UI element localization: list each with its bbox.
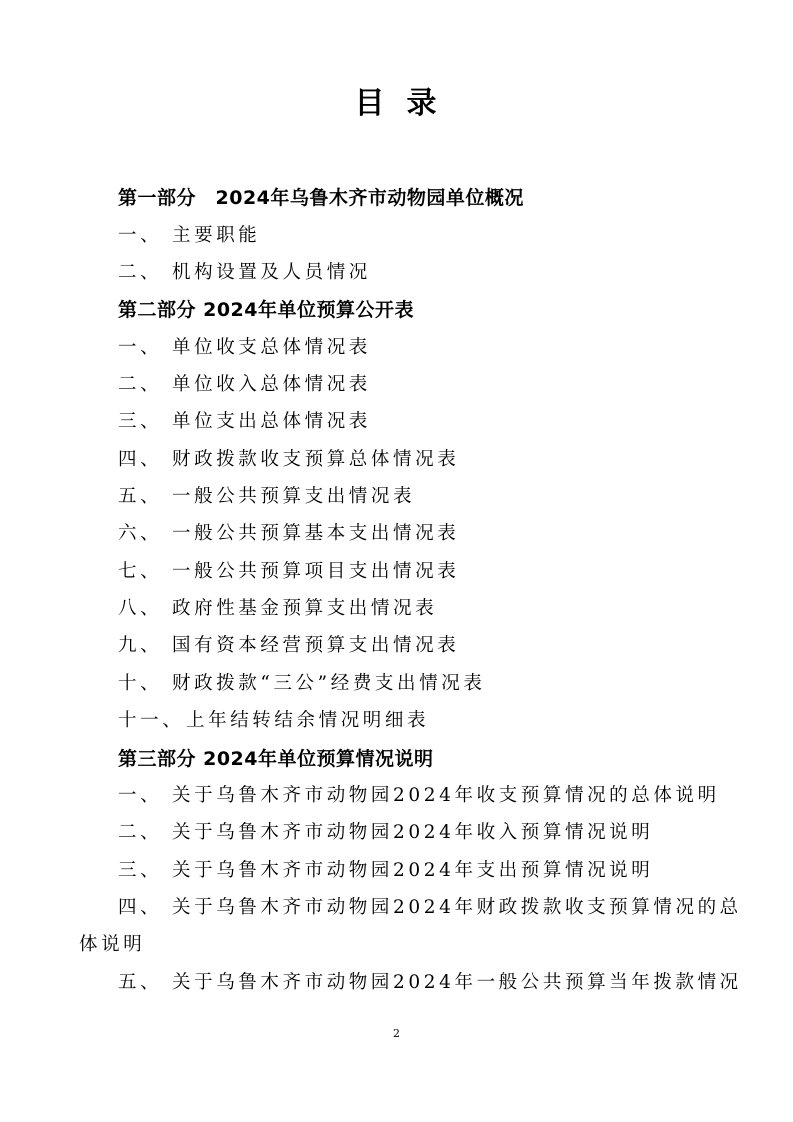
toc-item [118, 483, 415, 511]
page-number: 2 [393, 1027, 400, 1040]
toc-item [118, 222, 260, 250]
part-2-heading: 第二部分 2024年单位预算公开表 [118, 299, 414, 321]
toc-item-number: 四、 [118, 449, 163, 470]
toc-item-number: 六、 [118, 523, 163, 544]
toc-item [118, 707, 429, 735]
toc-item-text: 财政拨款收支预算总体情况表 [172, 449, 460, 470]
toc-item-number: 十、 [118, 673, 163, 694]
toc-item-text: 主要职能 [172, 225, 261, 246]
toc-item-text: 上年结转结余情况明细表 [186, 710, 430, 731]
toc-item-number: 八、 [118, 598, 163, 619]
toc-item [118, 558, 459, 586]
toc-item-continuation: 体说明 [79, 934, 146, 955]
toc-item [118, 595, 437, 623]
toc-item-number: 四、 [118, 897, 163, 918]
toc-item-number: 一、 [118, 337, 163, 358]
toc-item-number: 三、 [118, 860, 163, 881]
toc-item-text: 关于乌鲁木齐市动物园2024年支出预算情况说明 [172, 860, 654, 881]
toc-item-text: 关于乌鲁木齐市动物园2024年财政拨款收支预算情况的总 [172, 897, 742, 918]
toc-item [118, 632, 459, 660]
toc-item-number: 十一、 [118, 710, 185, 731]
toc-item-text: 一般公共预算基本支出情况表 [172, 523, 460, 544]
toc-item-number: 二、 [118, 262, 163, 283]
toc-item-number: 二、 [118, 822, 163, 843]
toc-item-text: 一般公共预算支出情况表 [172, 486, 416, 507]
toc-item-text: 一般公共预算项目支出情况表 [172, 561, 460, 582]
toc-item-text: 机构设置及人员情况 [172, 262, 371, 283]
toc-item [118, 371, 371, 399]
toc-item-number: 二、 [118, 374, 163, 395]
toc-item [118, 334, 371, 362]
toc-item [118, 782, 720, 810]
toc-item-text: 财政拨款“三公”经费支出情况表 [172, 673, 486, 694]
toc-item-text: 关于乌鲁木齐市动物园2024年收入预算情况说明 [172, 822, 654, 843]
toc-item [118, 408, 371, 436]
toc-item-text: 单位收支总体情况表 [172, 337, 371, 358]
toc-item [118, 670, 485, 698]
toc-item [118, 819, 653, 847]
toc-item-text: 国有资本经营预算支出情况表 [172, 635, 460, 656]
toc-item [118, 894, 742, 922]
toc-item [118, 857, 653, 885]
toc-item-text: 单位支出总体情况表 [172, 411, 371, 432]
toc-item-number: 一、 [118, 225, 163, 246]
part-1-heading: 第一部分 2024年乌鲁木齐市动物园单位概况 [118, 187, 524, 209]
toc-item-text: 关于乌鲁木齐市动物园2024年一般公共预算当年拨款情况 [172, 972, 742, 993]
toc-item [118, 446, 459, 474]
toc-item-number: 一、 [118, 785, 163, 806]
toc-item-text: 单位收入总体情况表 [172, 374, 371, 395]
toc-item-text: 关于乌鲁木齐市动物园2024年收支预算情况的总体说明 [172, 785, 720, 806]
toc-title: 目录 [354, 86, 459, 121]
toc-item [118, 969, 742, 997]
toc-item-number: 七、 [118, 561, 163, 582]
toc-item-number: 九、 [118, 635, 163, 656]
toc-item-number: 五、 [118, 486, 163, 507]
part-3-heading: 第三部分 2024年单位预算情况说明 [118, 748, 434, 770]
toc-item [118, 259, 371, 287]
toc-item-number: 五、 [118, 972, 163, 993]
toc-item [118, 520, 459, 548]
toc-item-text: 政府性基金预算支出情况表 [172, 598, 438, 619]
toc-item-number: 三、 [118, 411, 163, 432]
